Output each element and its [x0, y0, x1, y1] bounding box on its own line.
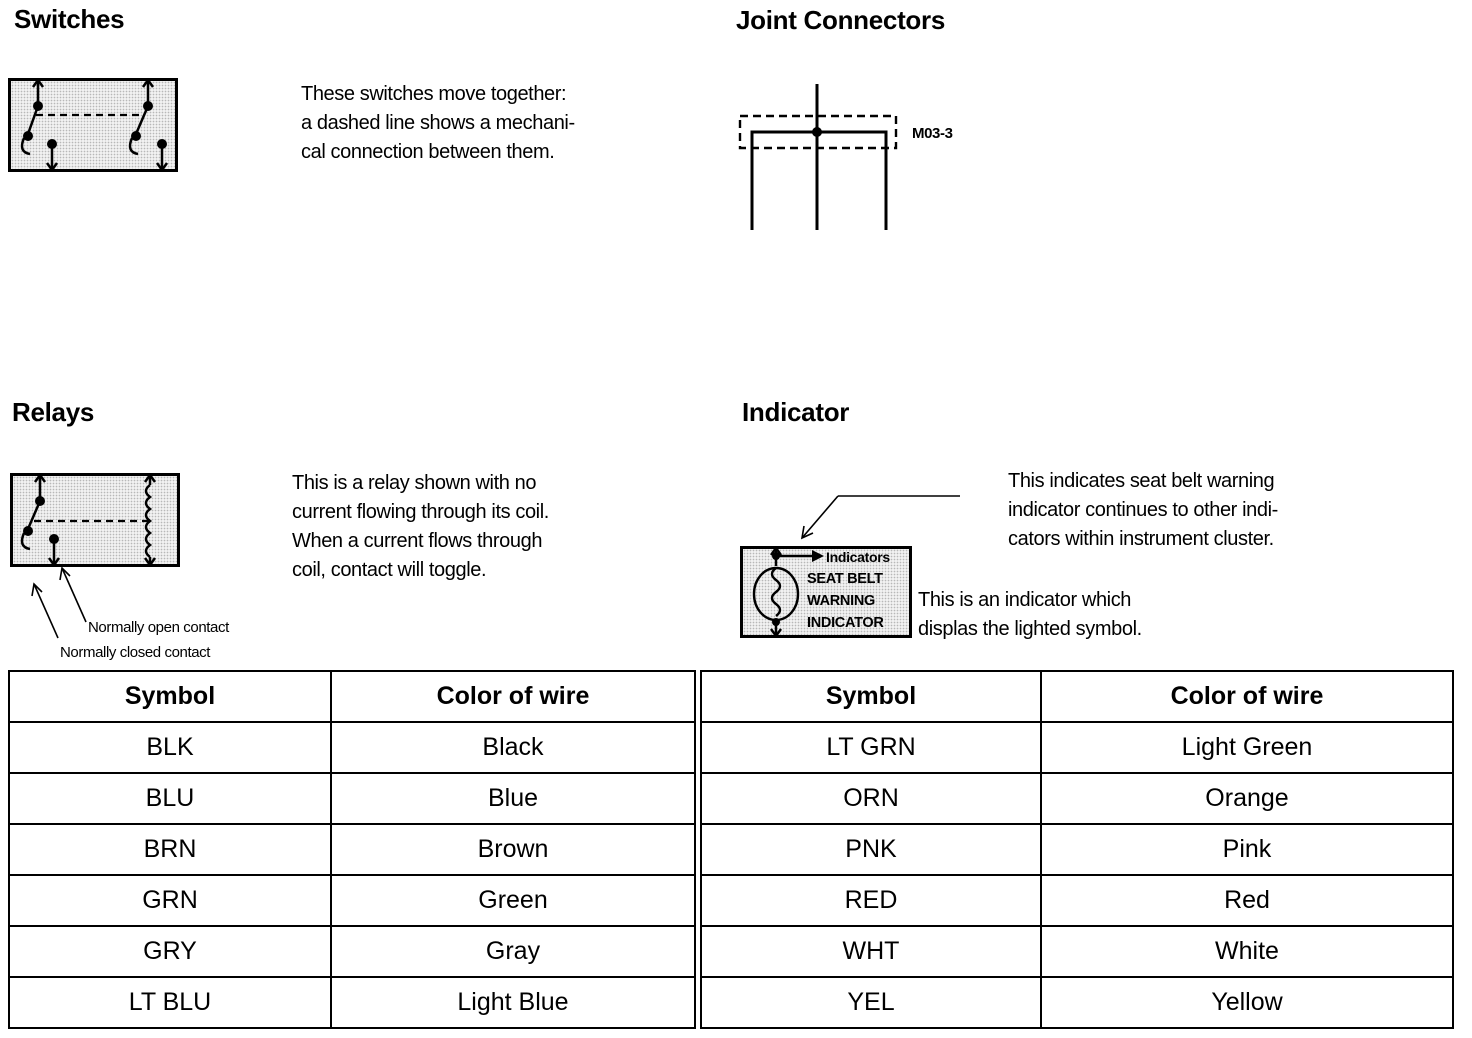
indicator-label-line: WARNING	[807, 593, 875, 609]
symbol-header: Symbol	[701, 671, 1041, 722]
symbol-cell: BLU	[9, 773, 331, 824]
relay-diagram	[10, 473, 180, 567]
color-cell: Light Green	[1041, 722, 1453, 773]
table-row	[701, 875, 1453, 926]
table-row	[701, 722, 1453, 773]
color-cell: Black	[331, 722, 695, 773]
symbol-cell: BRN	[9, 824, 331, 875]
table-row	[701, 824, 1453, 875]
table-row	[9, 926, 695, 977]
symbol-cell: LT GRN	[701, 722, 1041, 773]
indicator-heading: Indicator	[742, 397, 850, 427]
indicator-callout-line: This indicates seat belt warning	[1008, 470, 1275, 492]
switches-description-line: cal connection between them.	[301, 141, 555, 163]
color-cell: Light Blue	[331, 977, 695, 1028]
connector-label: M03-3	[912, 125, 953, 142]
switches-description-line: a dashed line shows a mechani-	[301, 112, 575, 134]
color-cell: Brown	[331, 824, 695, 875]
relays-description-line: This is a relay shown with no	[292, 472, 537, 494]
table-row	[9, 824, 695, 875]
indicator-callout-side	[918, 586, 1142, 644]
relays-heading: Relays	[12, 397, 95, 427]
normally-open-label: Normally open contact	[88, 619, 229, 636]
symbol-cell: RED	[701, 875, 1041, 926]
joint-connector-diagram	[736, 84, 906, 234]
color-cell: Yellow	[1041, 977, 1453, 1028]
symbol-cell: PNK	[701, 824, 1041, 875]
relays-description-line: current flowing through its coil.	[292, 501, 549, 523]
table-header-row	[701, 671, 1453, 722]
color-cell: White	[1041, 926, 1453, 977]
symbol-cell: BLK	[9, 722, 331, 773]
switches-heading: Switches	[14, 4, 125, 34]
color-header: Color of wire	[331, 671, 695, 722]
indicator-label-line: INDICATOR	[807, 615, 884, 631]
color-cell: Red	[1041, 875, 1453, 926]
table-row	[9, 977, 695, 1028]
symbol-cell: GRY	[9, 926, 331, 977]
indicator-callout-line: cators within instrument cluster.	[1008, 528, 1274, 550]
table-row	[701, 977, 1453, 1028]
symbol-cell: WHT	[701, 926, 1041, 977]
wire-color-table-left	[8, 670, 696, 1029]
color-cell: Orange	[1041, 773, 1453, 824]
relays-description-line: coil, contact will toggle.	[292, 559, 487, 581]
table-row	[9, 722, 695, 773]
relays-description-line: When a current flows through	[292, 530, 543, 552]
table-row	[9, 773, 695, 824]
indicator-pointer-arrow	[796, 494, 966, 544]
normally-closed-label: Normally closed contact	[60, 644, 211, 661]
indicator-label-line: SEAT BELT	[807, 571, 883, 587]
color-cell: Green	[331, 875, 695, 926]
color-cell: Blue	[331, 773, 695, 824]
indicator-callout-top	[1008, 467, 1278, 554]
color-cell: Gray	[331, 926, 695, 977]
table-row	[701, 773, 1453, 824]
color-header: Color of wire	[1041, 671, 1453, 722]
joint-connectors-heading: Joint Connectors	[736, 5, 945, 35]
symbol-header: Symbol	[9, 671, 331, 722]
symbol-cell: LT BLU	[9, 977, 331, 1028]
relays-description	[292, 469, 549, 585]
relay-label-arrows	[30, 562, 100, 652]
color-cell: Pink	[1041, 824, 1453, 875]
table-row	[701, 926, 1453, 977]
switches-diagram	[8, 78, 178, 172]
table-header-row	[9, 671, 695, 722]
switches-description	[301, 80, 575, 167]
switches-description-line: These switches move together:	[301, 83, 567, 105]
indicator-callout-line: displas the lighted symbol.	[918, 618, 1142, 640]
indicators-label: Indicators	[826, 549, 890, 565]
indicator-callout-line: indicator continues to other indi-	[1008, 499, 1278, 521]
symbol-cell: GRN	[9, 875, 331, 926]
symbol-cell: YEL	[701, 977, 1041, 1028]
table-row	[9, 875, 695, 926]
wire-color-table-right	[700, 670, 1454, 1029]
symbol-cell: ORN	[701, 773, 1041, 824]
indicator-callout-line: This is an indicator which	[918, 589, 1132, 611]
